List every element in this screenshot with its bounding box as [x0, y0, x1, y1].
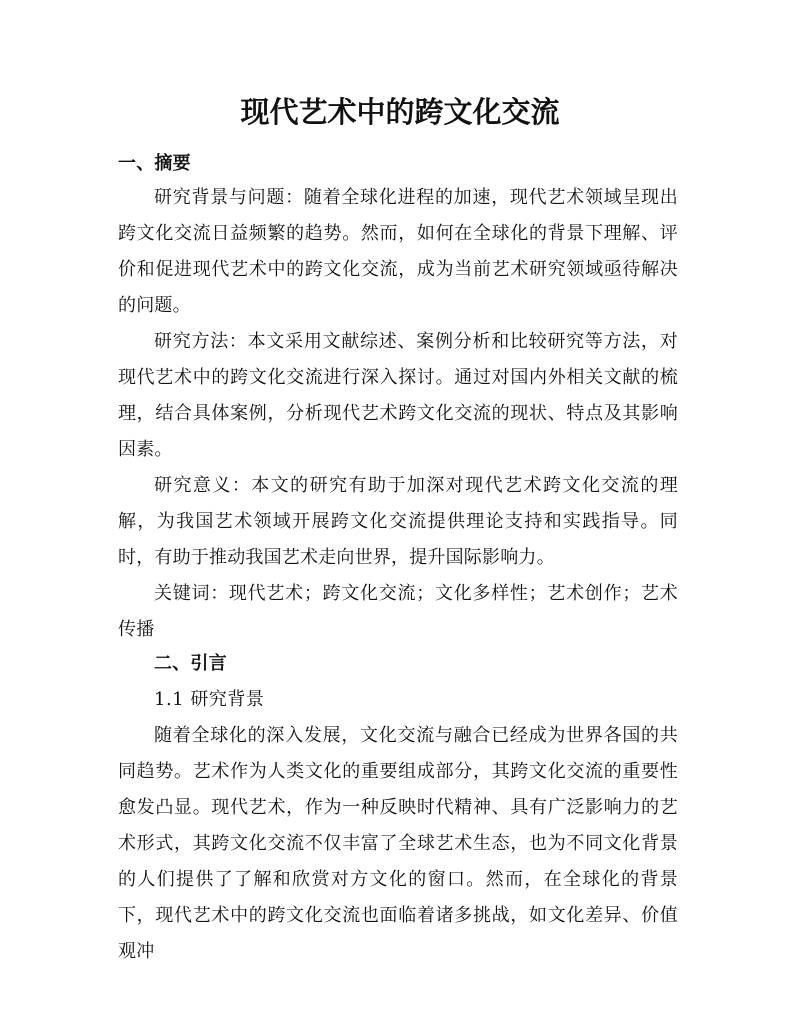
document-title: 现代艺术中的跨文化交流 — [240, 95, 560, 129]
introduction-paragraph: 随着全球化的深入发展，文化交流与融合已经成为世界各国的共同趋势。艺术作为人类文化的重要组成部分，其跨文化交流的重要性愈发凸显。现代艺术，作为一种反映时代精神、具有广泛影响力的艺术形式，其跨文化交流不仅丰富了全球艺术生态，也为不同文化背景的人们提供了了解和欣赏对方文化的窗口。然而，在全球化的背景下，现代艺术中的跨文化交流也面临着诸多挑战，如文化差异、价值观冲 — [118, 725, 678, 962]
introduction-heading: 二、引言 — [154, 653, 227, 674]
keywords-paragraph: 关键词：现代艺术；跨文化交流；文化多样性；艺术创作；艺术传播 — [118, 583, 678, 640]
research-background-subheading: 1.1 研究背景 — [154, 689, 265, 710]
abstract-heading: 一、摘要 — [118, 153, 191, 174]
abstract-significance-paragraph: 研究意义：本文的研究有助于加深对现代艺术跨文化交流的理解，为我国艺术领域开展跨文化交流提供理论支持和实践指导。同时，有助于推动我国艺术走向世界，提升国际影响力。 — [118, 475, 678, 568]
abstract-background-paragraph: 研究背景与问题：随着全球化进程的加速，现代艺术领域呈现出跨文化交流日益频繁的趋势。然而，如何在全球化的背景下理解、评价和促进现代艺术中的跨文化交流，成为当前艺术研究领域亟待解决的问题。 — [118, 187, 678, 316]
abstract-methods-paragraph: 研究方法：本文采用文献综述、案例分析和比较研究等方法，对现代艺术中的跨文化交流进行深入探讨。通过对国内外相关文献的梳理，结合具体案例，分析现代艺术跨文化交流的现状、特点及其影响因素。 — [118, 331, 678, 460]
